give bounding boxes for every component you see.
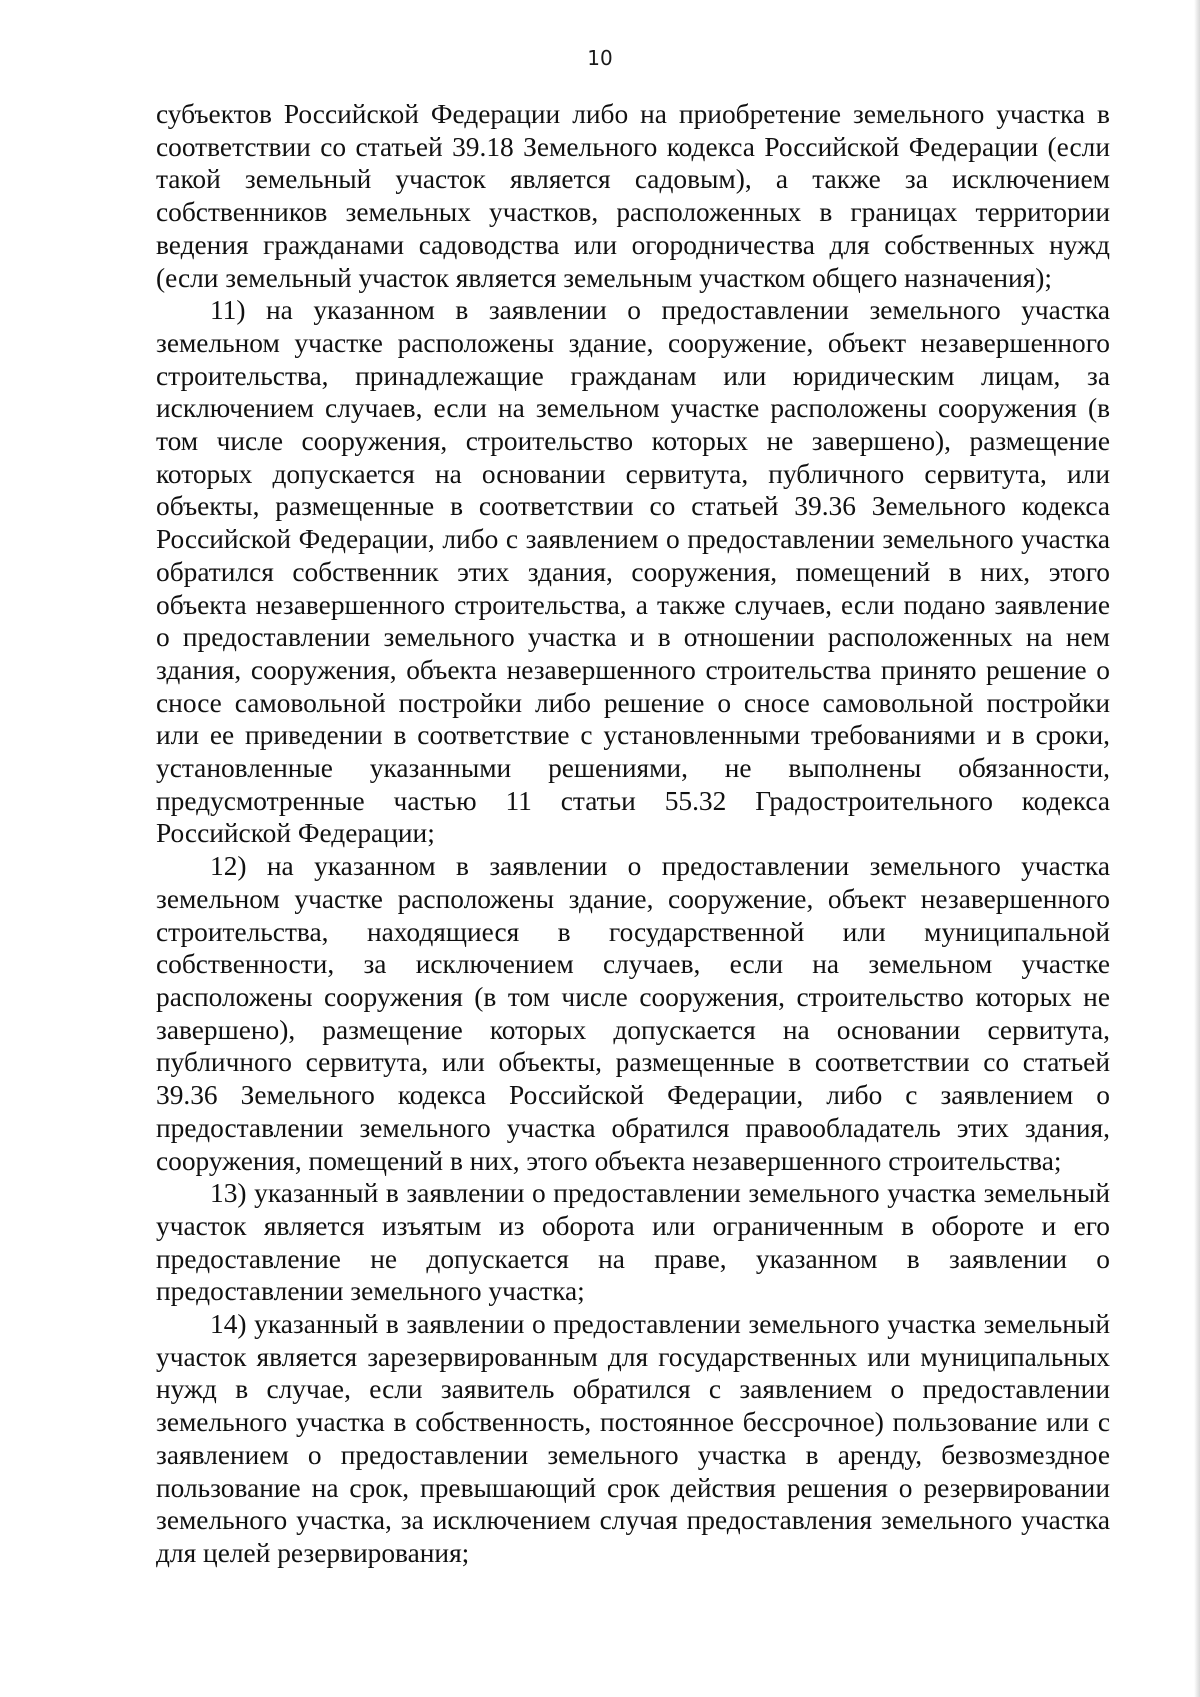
paragraph-item-12: 12) на указанном в заявлении о предоставлении земельного участка земельном участке расположены здание, сооружение, объект незавершенного строительства, находящиеся в государственной или муниципальной собственности, за исключением случаев, если на земельном участке расположены сооружения (в том числе сооружения, строительство которых не завершено), размещение которых допускается на основании сервитута, публичного сервитута, или объекты, размещенные в соответствии со статьей 39.36 Земельного кодекса Российской Федерации, либо с заявлением о предоставлении земельного участка обратился правообладатель этих здания, сооружения, помещений в них, этого объекта незавершенного строительства; — [156, 851, 1110, 1176]
page-number: 10 — [587, 46, 613, 70]
paragraph-item-13: 13) указанный в заявлении о предоставлении земельного участка земельный участок является изъятым из оборота или ограниченным в обороте и его предоставление не допускается на праве, указанном в заявлении о предоставлении земельного участка; — [156, 1178, 1110, 1307]
document-body — [156, 98, 1110, 1570]
paragraph-item-11: 11) на указанном в заявлении о предоставлении земельного участка земельном участке расположены здание, сооружение, объект незавершенного строительства, принадлежащие гражданам или юридическим лицам, за исключением случаев, если на земельном участке расположены сооружения (в том числе сооружения, строительство которых не завершено), размещение которых допускается на основании сервитута, публичного сервитута, или объекты, размещенные в соответствии со статьей 39.36 Земельного кодекса Российской Федерации, либо с заявлением о предоставлении земельного участка обратился собственник этих здания, сооружения, помещений в них, этого объекта незавершенного строительства, а также случаев, если подано заявление о предоставлении земельного участка и в отношении расположенных на нем здания, сооружения, объекта незавершенного строительства принято решение о сносе самовольной постройки либо решение о сносе самовольной постройки или ее приведении в соответствие с установленными требованиями и в сроки, установленные указанными решениями, не выполнены обязанности, предусмотренные частью 11 статьи 55.32 Градостроительного кодекса Российской Федерации; — [156, 295, 1110, 849]
scan-edge-shadow — [1194, 0, 1200, 1697]
paragraph-continuation: субъектов Российской Федерации либо на приобретение земельного участка в соответствии со статьей 39.18 Земельного кодекса Российской Федерации (если такой земельный участок является садовым), а также за исключением собственников земельных участков, расположенных в границах территории ведения гражданами садоводства или огородничества для собственных нужд (если земельный участок является земельным участком общего назначения); — [156, 99, 1110, 293]
paragraph-item-14: 14) указанный в заявлении о предоставлении земельного участка земельный участок является зарезервированным для государственных или муниципальных нужд в случае, если заявитель обратился с заявлением о предоставлении земельного участка в собственность, постоянное бессрочное) пользование или с заявлением о предоставлении земельного участка в аренду, безвозмездное пользование на срок, превышающий срок действия решения о резервировании земельного участка, за исключением случая предоставления земельного участка для целей резервирования; — [156, 1309, 1110, 1568]
